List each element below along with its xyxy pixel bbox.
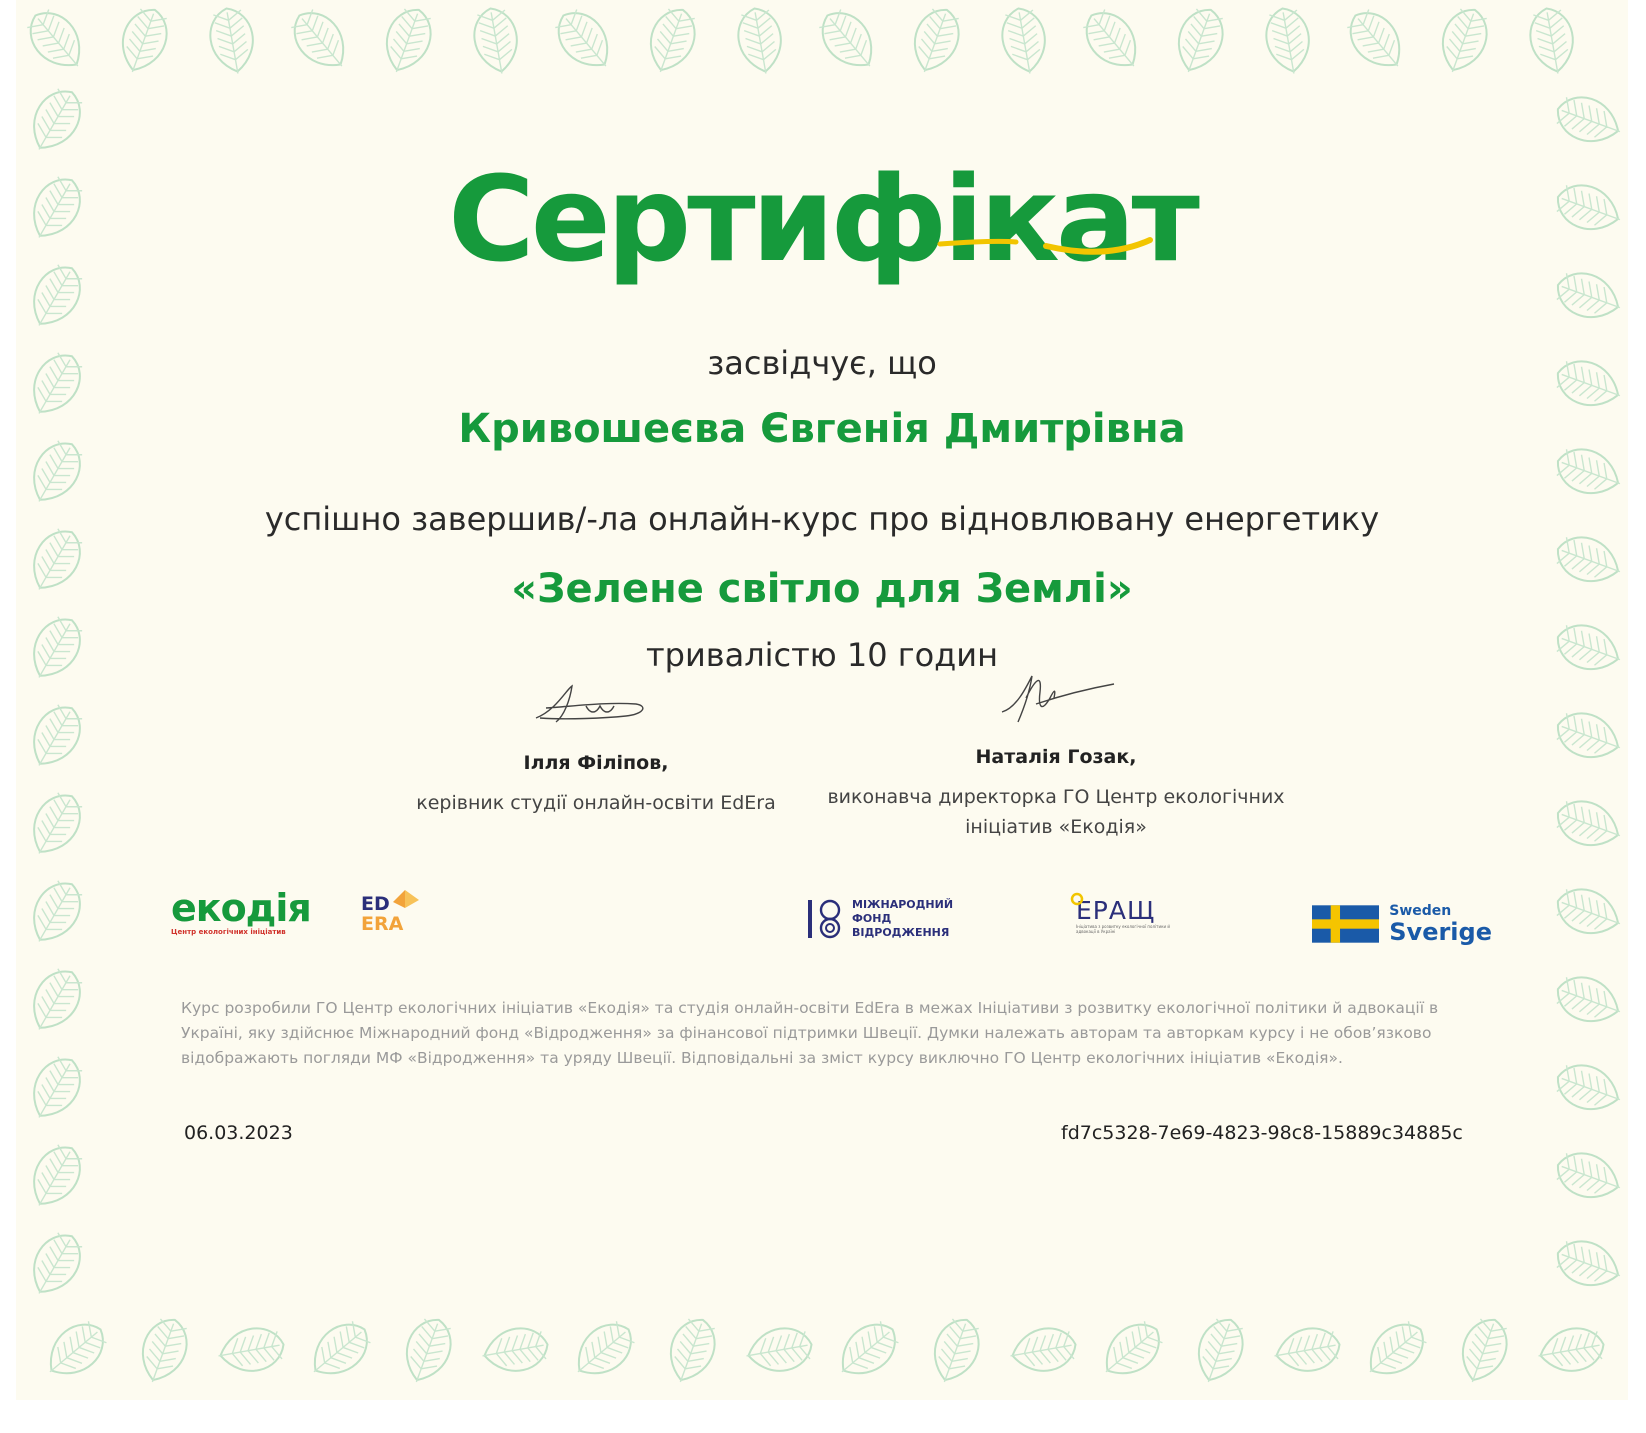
recipient-name: Кривошеєва Євгенія Дмитрівна [458,406,1186,452]
leaf-icon [21,962,90,1040]
leaf-icon [377,3,439,79]
leaf-icon [1356,1313,1434,1388]
course-duration: тривалістю 10 годин [645,636,999,674]
disclaimer-text: Курс розробили ГО Центр екологічних ініціатив «Екодія» та студія онлайн-освіти EdEra в межах Ініціативи з розвитку екологічної політики й адвокації в Україні, яку здійснює Міжнародний фонд «Відродження» за фінансової підтримки Швеції. Думки належать авторам та авторкам курсу і не обов’язково відображають погляди МФ «Відродження» та уряду Швеції. Відповідальні за зміст курсу виключно ГО Центр екологічних ініціатив «Екодія». [181,999,1439,1067]
leaf-icon [21,698,90,776]
signer-1 [406,752,786,818]
certifies-text: засвідчує, що [707,344,937,382]
edera-logo-line2: ERA [361,913,404,935]
leaf-icon [1075,2,1150,80]
leaf-icon [811,2,886,80]
leaf-icon [564,1313,642,1388]
leaf-icon [21,1226,90,1304]
leaf-icon [905,3,967,79]
sweden-logo-big: Sverige [1389,918,1492,946]
leaf-icon [283,2,358,80]
leaf-icon [215,1324,287,1377]
leaf-icon [21,1138,90,1216]
leaf-icon [36,1313,114,1388]
leaf-icon [1092,1313,1170,1388]
leaf-icon [21,82,90,160]
epa-logo-subtitle: Ініціатива з розвитку екологічної політики й адвокації в Україні [1076,924,1170,934]
leaf-icon [1535,1324,1607,1377]
leaf-icon [1262,5,1315,77]
irf-mark-icon [806,898,842,940]
completion-text: успішно завершив/-ла онлайн-курс про відновлювану енергетику [264,500,1380,538]
leaf-icon [1453,1313,1515,1389]
leaf-icon [661,1313,723,1389]
leaf-icon [1169,3,1231,79]
edera-book-icon [391,888,421,914]
leaf-icon [1551,705,1627,767]
leaf-icon [133,1313,195,1389]
leaf-icon [21,786,90,864]
signature-1 [526,680,656,730]
signature-2 [996,668,1116,728]
epa-logo-word: ЕРАЩ [1076,896,1156,925]
leaf-icon [547,2,622,80]
certificate-sheet [16,0,1628,1400]
leaf-icon [1007,1324,1079,1377]
title-swoosh-decoration [936,236,1156,266]
epa-sun-icon [1070,892,1084,906]
edera-logo-line1: ED [361,893,390,915]
leaf-icon [734,5,787,77]
leaf-icon [300,1313,378,1388]
leaf-icon [1271,1324,1343,1377]
ekodia-logo-subtitle: Центр екологічних ініціатив [171,928,286,936]
leaf-icon [21,874,90,952]
leaf-icon [743,1324,815,1377]
signer-2-role: виконавча директорка ГО Центр екологічних ініціатив «Екодія» [827,786,1285,838]
ekodia-logo [171,888,311,936]
leaf-icon [998,5,1051,77]
irf-logo-line3: ВІДРОДЖЕННЯ [852,926,950,939]
leaf-icon [479,1324,551,1377]
edera-logo [361,890,431,940]
leaf-icon [1526,5,1579,77]
leaf-icon [1551,89,1627,151]
sweden-flag-icon [1312,904,1379,944]
sweden-logo [1312,900,1492,948]
certificate-title: Сертифікат [448,150,1196,288]
leaf-icon [113,3,175,79]
certificate-id: fd7c5328-7e69-4823-98c8-15889c34885c [1061,1122,1463,1144]
leaf-icon [925,1313,987,1389]
leaf-icon [1551,969,1627,1031]
leaf-icon [397,1313,459,1389]
leaf-icon [206,5,259,77]
leaf-icon [1551,1057,1627,1119]
issue-date: 06.03.2023 [184,1122,293,1144]
leaf-icon [1551,881,1627,943]
irf-logo-line2: ФОНД [852,912,892,925]
signer-2 [816,746,1296,842]
sweden-logo-small: Sweden [1389,903,1452,919]
leaf-icon [470,5,523,77]
signer-2-name: Наталія Гозак, [975,746,1137,768]
ekodia-logo-word: екодія [171,886,311,930]
irf-logo [806,894,976,944]
leaf-icon [641,3,703,79]
epa-logo [1076,898,1186,942]
leaf-icon [1551,793,1627,855]
leaf-icon [1551,1145,1627,1207]
course-name: «Зелене світло для Землі» [511,566,1133,612]
leaf-icon [1433,3,1495,79]
leaf-icon [19,2,94,80]
signer-1-name: Ілля Філіпов, [523,752,669,774]
leaf-icon [1339,2,1414,80]
leaf-icon [21,1050,90,1128]
irf-logo-line1: МІЖНАРОДНИЙ [852,898,954,911]
signer-1-role: керівник студії онлайн-освіти EdEra [416,792,776,814]
leaf-icon [1551,1233,1627,1295]
leaf-icon [1189,1313,1251,1389]
leaf-icon [828,1313,906,1388]
